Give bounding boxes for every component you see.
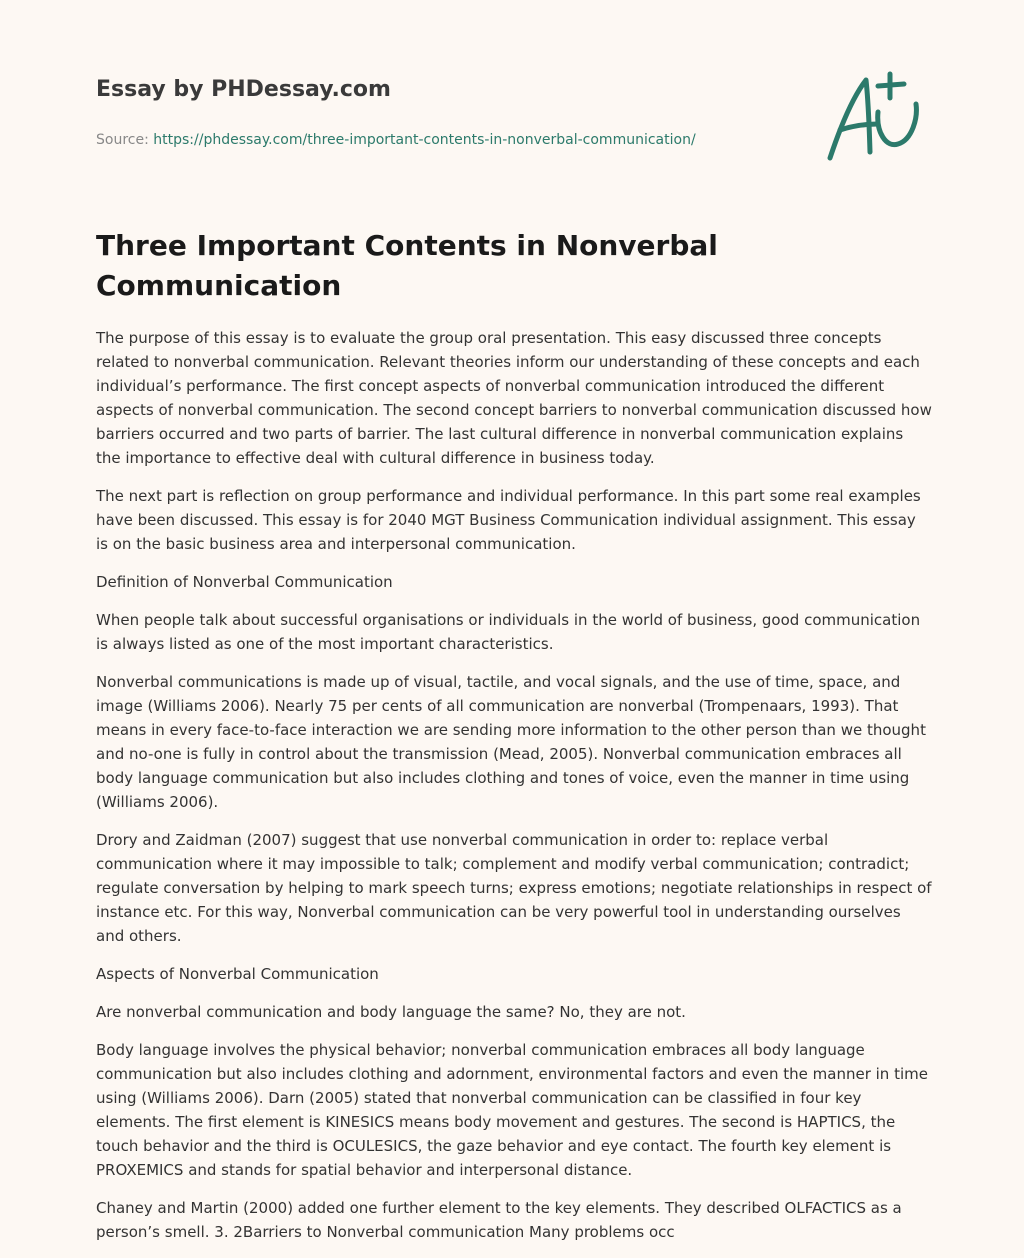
paragraph: Chaney and Martin (2000) added one further element to the key elements. They described OLFACTICS as a person’s smell. 3. 2Barriers to Nonverbal communication Many problems occ [96, 1199, 902, 1241]
paragraph: The next part is reflection on group performance and individual performance. In this part some real examples have been discussed. This essay is for 2040 MGT Business Communication individual assignment. This essay is on the basic business area and interpersonal communication. [96, 487, 921, 553]
header [96, 74, 796, 150]
paragraph: Drory and Zaidman (2007) suggest that use nonverbal communication in order to: replace verbal communication where it may impossible to talk; complement and modify verbal communication; contradict; regulate conversation by helping to mark speech turns; express emotions; negotiate relationships in respect of instance etc. For this way, Nonverbal communication can be very powerful tool in understanding ourselves and others. [96, 831, 932, 945]
paragraph: Are nonverbal communication and body language the same? No, they are not. [96, 1003, 686, 1021]
section-heading: Definition of Nonverbal Communication [96, 573, 393, 591]
essay-title: Three Important Contents in Nonverbal Communication [96, 229, 718, 302]
essay-content [96, 226, 932, 1258]
a-plus-logo-icon [822, 68, 926, 164]
paragraph: Nonverbal communications is made up of visual, tactile, and vocal signals, and the use of time, space, and image (Williams 2006). Nearly 75 per cents of all communication are nonverbal (Trompenaars, 1993). That means in every face-to-face interaction we are sending more information to the other person than we thought and no-one is fully in control about the transmission (Mead, 2005). Nonverbal communication embraces all body language communication but also includes clothing and tones of voice, even the manner in time using (Williams 2006). [96, 673, 926, 811]
source-label: Source: [96, 132, 154, 148]
site-title: Essay by PHDessay.com [96, 77, 391, 102]
source-link[interactable]: https://phdessay.com/three-important-contents-in-nonverbal-communication/ [153, 132, 696, 148]
section-heading: Aspects of Nonverbal Communication [96, 965, 379, 983]
paragraph: Body language involves the physical behavior; nonverbal communication embraces all body language communication but also includes clothing and adornment, environmental factors and even the manner in time using (Williams 2006). Darn (2005) stated that nonverbal communication can be classified in four key elements. The first element is KINESICS means body movement and gestures. The second is HAPTICS, the touch behavior and the third is OCULESICS, the gaze behavior and eye contact. The fourth key element is PROXEMICS and stands for spatial behavior and interpersonal distance. [96, 1041, 928, 1179]
source-line [96, 130, 796, 150]
paragraph: When people talk about successful organisations or individuals in the world of business, good communication is always listed as one of the most important characteristics. [96, 611, 921, 653]
essay-body [96, 326, 932, 1244]
paragraph: The purpose of this essay is to evaluate the group oral presentation. This easy discussed three concepts related to nonverbal communication. Relevant theories inform our understanding of these concepts and each individual’s performance. The first concept aspects of nonverbal communication introduced the different aspects of nonverbal communication. The second concept barriers to nonverbal communication discussed how barriers occurred and two parts of barrier. The last cultural difference in nonverbal communication explains the importance to effective deal with cultural difference in business today. [96, 329, 932, 467]
